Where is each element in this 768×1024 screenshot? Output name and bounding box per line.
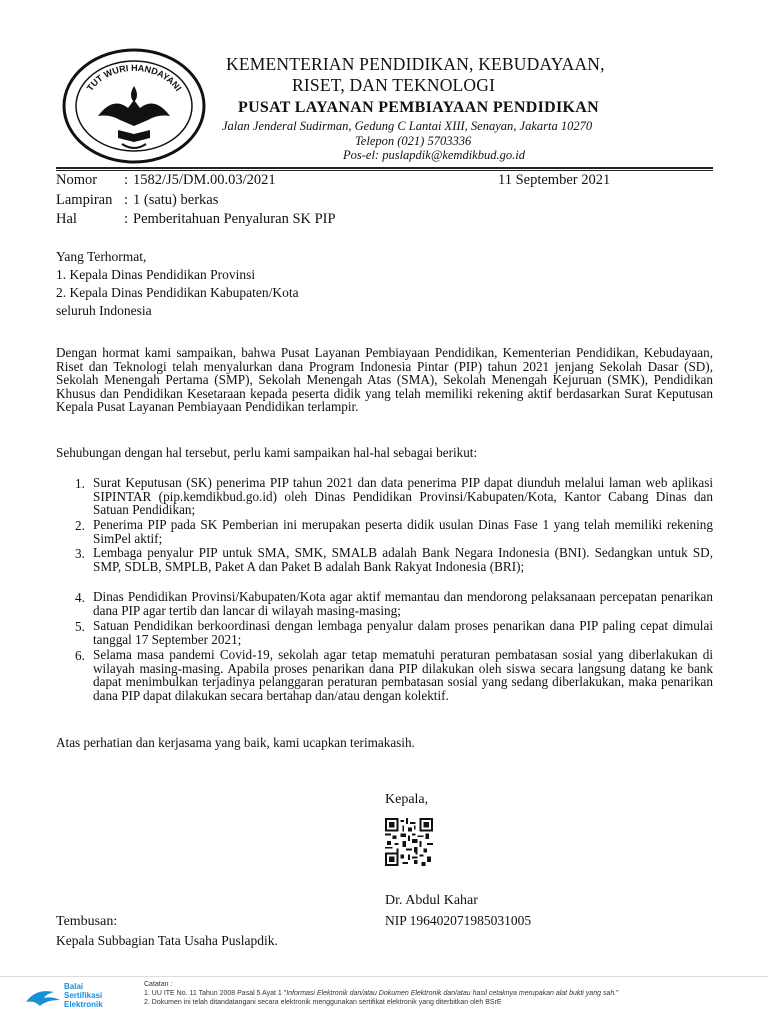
qr-code-icon — [385, 818, 433, 866]
bse-logo — [24, 980, 134, 1014]
list-item: Surat Keputusan (SK) penerima PIP tahun 2021 dan data penerima PIP dapat diunduh melalui laman web aplikasi SIPINTAR (pip.kemdikbud.go.id) oleh Dinas Pendidikan Provinsi/Kabupaten/Kota, Kantor Cabang Dinas dan Satuan Pendidikan; — [93, 475, 713, 518]
letterhead-rule-thick — [56, 167, 713, 169]
addressee-line2: 2. Kepala Dinas Pendidikan Kabupaten/Kota — [56, 285, 299, 300]
letter-date: 11 September 2021 — [498, 172, 611, 188]
addressee-line1: 1. Kepala Dinas Pendidikan Provinsi — [56, 267, 256, 282]
addressee-line3: seluruh Indonesia — [56, 303, 152, 318]
svg-text:TUT WURI HANDAYANI: TUT WURI HANDAYANI — [84, 62, 184, 93]
hal-label: Hal — [56, 211, 77, 227]
list-number: 6. — [75, 648, 85, 663]
body-paragraph-1: Dengan hormat kami sampaikan, bahwa Pusat Layanan Pembiayaan Pendidikan, Kementerian Pendidikan, Kebudayaan, Riset dan Teknologi telah menyalurkan dana Program Indonesia Pintar (PIP) tahun 2021 jenjang Sekolah Dasar (SD), Sekolah Menengah Pertama (SMP), Sekolah Menengah Atas (SMA), Sekolah Menengah Kejuruan (SMK), Pendidikan Khusus dan Pendidikan Kesetaraan kepada peserta didik yang telah memiliki rekening aktif berdasarkan Surat Keputusan Kepala Pusat Layanan Pembiayaan Pendidikan terlampir. — [56, 345, 713, 415]
kemdikbud-tut-wuri-logo — [58, 46, 210, 166]
list-item: Satuan Pendidikan berkoordinasi dengan lembaga penyalur dalam proses penarikan dana PIP paling cepat dimulai tanggal 17 September 2021; — [93, 618, 713, 647]
tembusan-value: Kepala Subbagian Tata Usaha Puslapdik. — [56, 933, 278, 948]
ministry-name-line2: RISET, DAN TEKNOLOGI — [292, 75, 496, 95]
hal-row — [0, 211, 768, 231]
nomor-label: Nomor — [56, 172, 98, 188]
signatory-nip: NIP 196402071985031005 — [385, 913, 532, 928]
lampiran-label: Lampiran — [56, 192, 113, 208]
nomor-value: 1582/J5/DM.00.03/2021 — [133, 172, 276, 188]
hal-colon: : — [124, 211, 129, 227]
nomor-colon: : — [124, 172, 129, 188]
bse-line2: Sertifikasi — [64, 991, 103, 1000]
footer-note-1 — [144, 989, 619, 998]
note1-prefix: 1. UU ITE No. 11 Tahun 2008 Pasal 5 Ayat 1 " — [144, 990, 287, 997]
hal-value: Pemberitahuan Penyaluran SK PIP — [133, 211, 336, 227]
note1-italic: Informasi Elektronik dan/atau Dokumen Elektronik dan/atau hasil cetaknya merupakan alat bukti yang sah. — [286, 990, 617, 997]
footer-note-2: 2. Dokumen ini telah ditandatangani secara elektronik menggunakan sertifikat elektronik yang diterbitkan oleh BSrE — [144, 999, 502, 1006]
body-paragraph-2: Sehubungan dengan hal tersebut, perlu kami sampaikan hal-hal sebagai berikut: — [56, 445, 478, 460]
letterhead-rule-thin — [56, 170, 713, 171]
addressee — [56, 248, 299, 320]
signatory-name: Dr. Abdul Kahar — [385, 893, 478, 908]
addressee-greeting: Yang Terhormat, — [56, 249, 147, 264]
lampiran-row — [0, 192, 768, 212]
list-number: 3. — [75, 546, 85, 561]
closing-paragraph: Atas perhatian dan kerjasama yang baik, kami ucapkan terimakasih. — [56, 735, 415, 750]
address: Jalan Jenderal Sudirman, Gedung C Lantai XIII, Senayan, Jakarta 10270 — [222, 119, 593, 133]
ministry-name-line1: KEMENTERIAN PENDIDIKAN, KEBUDAYAAN, — [226, 54, 605, 74]
nomor-row — [0, 172, 768, 192]
list-item: Selama masa pandemi Covid-19, sekolah agar tetap mematuhi peraturan pembatasan sosial yang diberlakukan di wilayah masing-masing. Apabila proses penarikan dana PIP dilakukan oleh siswa secara langsung datang ke bank dapat menimbulkan terjadinya pelanggaran peraturan pembatasan sosial yang sedang diberlakukan, maka penarikan dana PIP dapat dilakukan secara bertahap dan/atau dengan kolektif. — [93, 647, 713, 703]
list-item: Penerima PIP pada SK Pemberian ini merupakan peserta didik usulan Dinas Fase 1 yang telah memiliki rekening SimPel aktif; — [93, 517, 713, 546]
email: Pos-el: puslapdik@kemdikbud.go.id — [343, 148, 525, 162]
list-number: 4. — [75, 590, 85, 605]
list-number: 2. — [75, 518, 85, 533]
bse-line1: Balai — [64, 982, 84, 991]
footer-rule — [0, 976, 768, 977]
bse-line3: Elektronik — [64, 1000, 103, 1009]
unit-name: PUSAT LAYANAN PEMBIAYAAN PENDIDIKAN — [238, 99, 599, 116]
list-number: 5. — [75, 619, 85, 634]
catatan-label: Catatan : — [144, 981, 173, 988]
lampiran-colon: : — [124, 192, 129, 208]
list-item: Lembaga penyalur PIP untuk SMA, SMK, SMALB adalah Bank Negara Indonesia (BNI). Sedangkan untuk SD, SMP, SDLB, SMPLB, Paket A dan Paket B adalah Bank Rakyat Indonesia (BRI); — [93, 545, 713, 574]
list-number: 1. — [75, 476, 85, 491]
bse-bird-icon — [24, 986, 62, 1008]
list-item: Dinas Pendidikan Provinsi/Kabupaten/Kota agar aktif memantau dan mendorong pelaksanaan percepatan penarikan dana PIP agar tertib dan lancar di wilayah masing-masing; — [93, 589, 713, 618]
footer-notes — [144, 980, 619, 1007]
tembusan-label: Tembusan: — [56, 914, 118, 929]
phone: Telepon (021) 5703336 — [355, 134, 472, 148]
signature-title: Kepala, — [385, 792, 429, 807]
note1-suffix: " — [616, 990, 619, 997]
lampiran-value: 1 (satu) berkas — [133, 192, 219, 208]
